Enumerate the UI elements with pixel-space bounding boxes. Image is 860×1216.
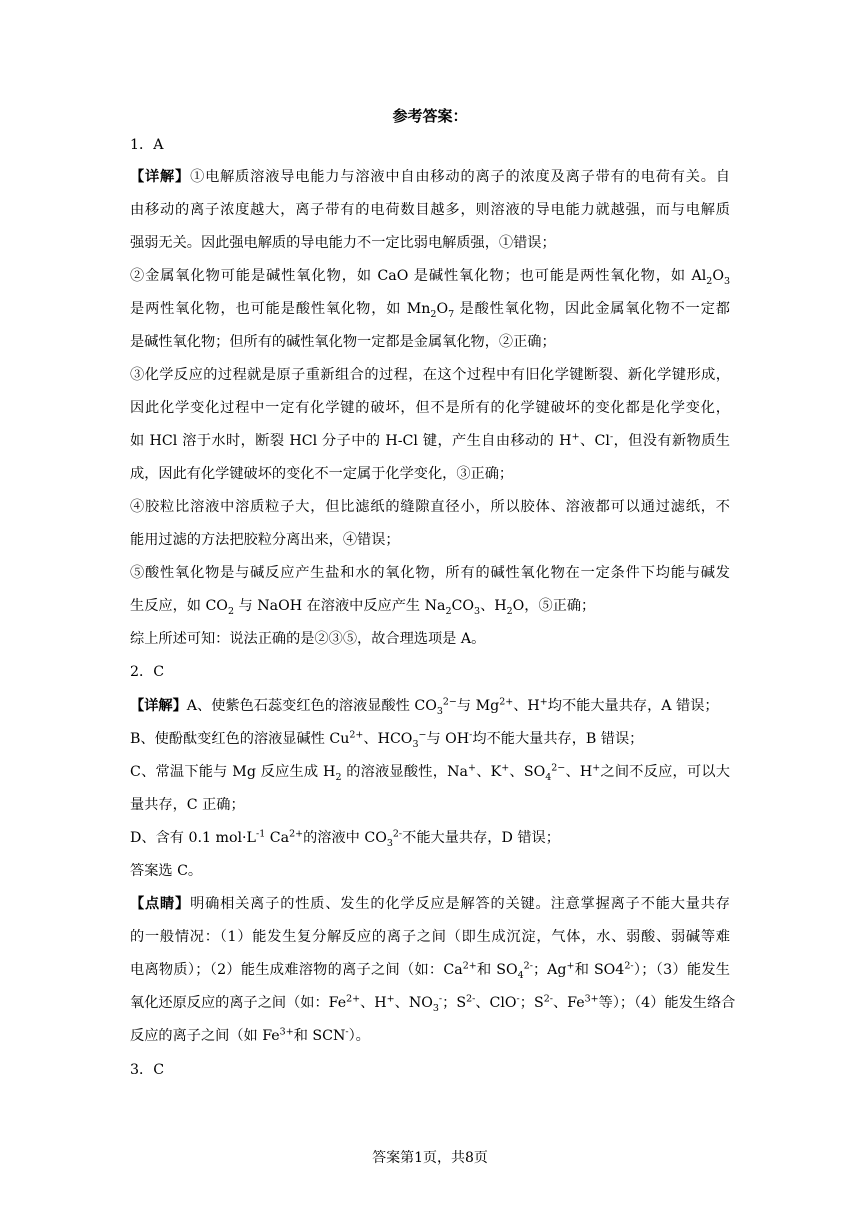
comment-tag: 【点睛】 (130, 896, 191, 912)
sub: 3 (432, 1002, 439, 1014)
q1-p3-line4: 成，因此有化学键破坏的变化不一定属于化学变化，③正确； (130, 466, 514, 482)
sub: 3 (474, 605, 481, 617)
text: ②金属氧化物可能是碱性氧化物，如 CaO 是碱性氧化物；也可能是两性氧化物，如 Al (130, 268, 707, 284)
text: 如 HCl 溶于水时，断裂 HCl 分子中的 H-Cl 键，产生自由移动的 H (130, 433, 572, 449)
detail-tag: 【详解】 (130, 698, 187, 714)
sup: 2- (466, 993, 476, 1005)
sup: 2- (543, 993, 553, 1005)
text: 和 SO4 (574, 962, 625, 978)
text: 与 NaOH 在溶液中反应产生 Na (233, 598, 446, 614)
q1-p3-line1: ③化学反应的过程就是原子重新组合的过程，在这个过程中有旧化学键断裂、新化学键形成， (130, 367, 730, 383)
text: 与 OH (426, 731, 470, 747)
text: 、SO (509, 764, 546, 780)
sup: + (571, 431, 580, 443)
q1-p5-line1: ⑤酸性氧化物是与碱反应产生盐和水的氧化物，所有的碱性氧化物在一定条件下均能与碱发 (130, 565, 730, 581)
sup: -1 (255, 828, 266, 840)
text: 、Fe (552, 995, 585, 1011)
q1-summary: 综上所述可知：说法正确的是②③⑤，故合理选项是 A。 (130, 631, 486, 647)
text: 生反应，如 CO (130, 598, 228, 614)
text: D、含有 0.1 mol·L (130, 830, 256, 846)
q2-option-b (130, 729, 730, 749)
sup: 2- (624, 960, 634, 972)
q2-comment-line3 (130, 960, 730, 980)
sup: 2- (392, 828, 403, 840)
text: 和 SCN (293, 1028, 346, 1044)
sup: - (345, 1026, 349, 1038)
q1-p2-line1 (130, 266, 730, 286)
sup: 2+ (499, 696, 514, 708)
sub: 2 (506, 605, 513, 617)
text: 等）；（4）能发生络合 (598, 995, 736, 1011)
sup: 2+ (289, 828, 304, 840)
q2-comment-line1 (130, 894, 730, 914)
sup: + (539, 696, 548, 708)
sup: 3+ (279, 1026, 294, 1038)
text: 、HCO (363, 731, 413, 747)
sub: 7 (448, 308, 455, 320)
sup: 2− (442, 696, 457, 708)
sup: - (516, 993, 520, 1005)
sup: 3+ (584, 993, 599, 1005)
q1-p4-line1: ④胶粒比溶液中溶质粒子大，但比滤纸的缝隙直径小，所以胶体、溶液都可以通过滤纸，不 (130, 499, 730, 515)
text: O (436, 301, 449, 317)
q1-p1-line1 (130, 167, 730, 187)
q2-option-d (130, 828, 730, 848)
sub: 2 (445, 605, 452, 617)
q2-option-c-line2: 量共存，C 正确； (130, 797, 245, 813)
text: 均不能大量共存，A 错误； (547, 698, 719, 714)
q1-p4-line2: 能用过滤的方法把胶粒分离出来，④错误； (130, 532, 400, 548)
text: ）；（3）能发生 (633, 962, 730, 978)
text: 电离物质）；（2）能生成难溶物的离子之间（如：Ca (130, 962, 463, 978)
page-title: 参考答案： (392, 107, 468, 125)
q2-number: 2．C (130, 664, 165, 680)
q2-comment-line5 (130, 1026, 730, 1046)
q1-p3-line3 (130, 431, 730, 451)
text: 是酸性氧化物，因此金属氧化物不一定都 (454, 301, 730, 317)
sup: + (468, 762, 476, 774)
text: 、Cl (579, 433, 610, 449)
sup: + (566, 960, 575, 972)
text: 之间不反应，可以大 (600, 764, 730, 780)
text: 、H (513, 698, 540, 714)
text: 与 Mg (456, 698, 500, 714)
sup: 2- (523, 960, 533, 972)
sup: 2+ (349, 729, 364, 741)
text: O，⑤正确； (512, 598, 596, 614)
page-footer: 答案第1页，共8页 (372, 1150, 488, 1166)
q1-p5-line2 (130, 596, 730, 616)
sup: − (418, 729, 427, 741)
text: C、常温下能与 Mg 反应生成 H (130, 764, 336, 780)
text: 和 SO (476, 962, 518, 978)
sup: + (592, 762, 601, 774)
sub: 3 (412, 738, 419, 750)
sub: 3 (436, 705, 443, 717)
q1-p1-line2: 由移动的离子浓度越大，离子带有的电荷数目越多，则溶液的导电能力就越强，而与电解质 (130, 202, 730, 218)
text: 不能大量共存，D 错误； (402, 830, 560, 846)
sub: 2 (706, 275, 713, 287)
sup: 2− (551, 762, 566, 774)
text: 的溶液中 CO (303, 830, 387, 846)
q2-option-c-line1 (130, 762, 730, 782)
detail-tag: 【详解】 (130, 169, 191, 185)
text: ①电解质溶液导电能力与溶液中自由移动的离子的浓度及离子带有的电荷有关。自 (190, 169, 730, 185)
sup: - (438, 993, 443, 1005)
q2-answer: 答案选 C。 (130, 863, 203, 879)
sub: 3 (386, 837, 393, 849)
text: 均不能大量共存，B 错误； (472, 731, 644, 747)
sub: 2 (335, 771, 342, 783)
sub: 2 (227, 605, 234, 617)
q1-p3-line2: 因此化学变化过程中一定有化学键的破坏，但不是所有的化学键破坏的变化都是化学变化， (130, 400, 730, 416)
text: 、NO (394, 995, 433, 1011)
text: ；Ag (532, 962, 567, 978)
q1-number: 1．A (130, 137, 164, 153)
sub: 3 (723, 275, 730, 287)
sup: + (501, 762, 510, 774)
sup: - (609, 431, 614, 443)
text: 、K (475, 764, 502, 780)
text: 、ClO (475, 995, 517, 1011)
text: 反应的离子之间（如 Fe (130, 1028, 280, 1044)
sub: 2 (430, 308, 437, 320)
text: A、使紫色石蕊变红色的溶液显酸性 CO (186, 698, 437, 714)
q1-p2-line3: 是碱性氧化物；但所有的碱性氧化物一定都是金属氧化物，②正确； (130, 334, 556, 350)
sub: 4 (545, 771, 552, 783)
sup: + (386, 993, 395, 1005)
text: 明确相关离子的性质、发生的化学反应是解答的关键。注意掌握离子不能大量共存 (190, 896, 730, 912)
sup: - (469, 729, 473, 741)
text: 是两性氧化物，也可能是酸性氧化物，如 Mn (130, 301, 431, 317)
q2-comment-line2: 的一般情况：（1）能发生复分解反应的离子之间（即生成沉淀，气体，水、弱酸、弱碱等难 (130, 929, 730, 945)
q2-option-a (130, 696, 730, 716)
text: ；S (519, 995, 544, 1011)
text: Ca (265, 830, 290, 846)
sup: 2+ (346, 993, 361, 1005)
text: 氧化还原反应的离子之间（如：Fe (130, 995, 347, 1011)
q1-p2-line2 (130, 299, 730, 319)
q1-p1-line3: 强弱无关。因此强电解质的导电能力不一定比弱电解质强，①错误； (130, 235, 556, 251)
text: 、H (565, 764, 593, 780)
sup: 2+ (462, 960, 477, 972)
q3-number: 3．C (130, 1062, 165, 1078)
text: CO (451, 598, 475, 614)
text: ；S (442, 995, 467, 1011)
text: B、使酚酞变红色的溶液显碱性 Cu (130, 731, 350, 747)
sub: 4 (517, 969, 524, 981)
text: O (712, 268, 724, 284)
q2-comment-line4 (130, 993, 736, 1014)
text: ）。 (348, 1028, 370, 1044)
text: 、H (360, 995, 387, 1011)
text: ，但没有新物质生 (613, 433, 730, 449)
text: 、H (480, 598, 507, 614)
text: 的溶液显酸性，Na (341, 764, 469, 780)
